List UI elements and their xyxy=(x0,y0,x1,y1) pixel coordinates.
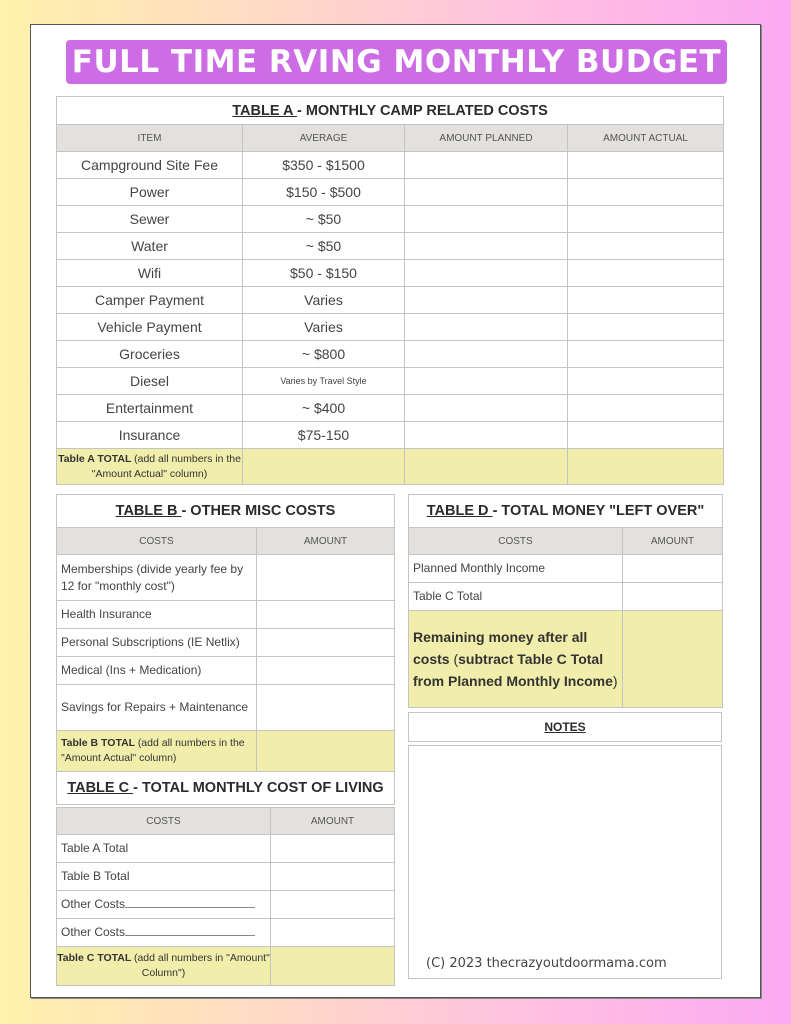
fill-in-line[interactable] xyxy=(125,897,255,908)
table-c-row xyxy=(57,891,395,919)
table-a-row xyxy=(57,341,724,368)
amount-cell[interactable] xyxy=(257,601,395,629)
item-name: Diesel xyxy=(57,368,243,395)
table-d-title: TABLE D - TOTAL MONEY "LEFT OVER" xyxy=(409,495,723,528)
amount-actual-cell[interactable] xyxy=(568,395,724,422)
cost-label: Memberships (divide yearly fee by 12 for "monthly cost") xyxy=(57,555,257,601)
table-a-total-label: Table A TOTAL (add all numbers in the "Amount Actual" column) xyxy=(57,449,243,485)
table-d xyxy=(408,494,723,708)
table-c xyxy=(56,807,395,986)
cost-label-text: Other Costs xyxy=(61,925,126,939)
cost-label-text: Table B Total xyxy=(61,869,130,883)
table-a-row xyxy=(57,206,724,233)
notes-title: NOTES xyxy=(409,713,722,742)
cost-label-text: Table A Total xyxy=(61,841,129,855)
table-d-row xyxy=(409,583,723,611)
item-average: ~ $50 xyxy=(243,206,405,233)
table-c-row xyxy=(57,863,395,891)
table-a-row xyxy=(57,152,724,179)
item-average: $50 - $150 xyxy=(243,260,405,287)
table-d-remaining-amount[interactable] xyxy=(623,611,723,708)
cost-label xyxy=(57,891,271,919)
table-a-title: TABLE A - MONTHLY CAMP RELATED COSTS xyxy=(57,97,724,125)
column-header-costs: COSTS xyxy=(57,808,271,835)
cost-label xyxy=(57,919,271,947)
table-b-row xyxy=(57,685,395,731)
column-header-amount: AMOUNT xyxy=(623,528,723,555)
item-name: Water xyxy=(57,233,243,260)
footer-copyright: (C) 2023 thecrazyoutdoormama.com xyxy=(426,956,667,971)
item-average: $350 - $1500 xyxy=(243,152,405,179)
amount-cell[interactable] xyxy=(623,583,723,611)
table-c-total-amount[interactable] xyxy=(271,947,395,986)
amount-actual-cell[interactable] xyxy=(568,152,724,179)
amount-planned-cell[interactable] xyxy=(405,179,568,206)
table-a-row xyxy=(57,179,724,206)
amount-planned-cell[interactable] xyxy=(405,341,568,368)
column-header-amount: AMOUNT xyxy=(271,808,395,835)
table-c-total-label: Table C TOTAL (add all numbers in "Amount" Column") xyxy=(57,947,271,986)
cost-label-text: Other Costs xyxy=(61,897,126,911)
table-c-row xyxy=(57,835,395,863)
table-a xyxy=(56,96,724,485)
column-header-average: AVERAGE xyxy=(243,125,405,152)
amount-planned-cell[interactable] xyxy=(405,395,568,422)
amount-actual-cell[interactable] xyxy=(568,314,724,341)
amount-actual-cell[interactable] xyxy=(568,368,724,395)
fill-in-line[interactable] xyxy=(125,925,255,936)
table-c-row xyxy=(57,919,395,947)
item-name: Sewer xyxy=(57,206,243,233)
cost-label xyxy=(57,835,271,863)
amount-cell[interactable] xyxy=(257,685,395,731)
cost-label xyxy=(57,863,271,891)
cost-label: Health Insurance xyxy=(57,601,257,629)
amount-actual-cell[interactable] xyxy=(568,341,724,368)
table-a-row xyxy=(57,314,724,341)
table-a-total-planned[interactable] xyxy=(405,449,568,485)
table-b-row xyxy=(57,629,395,657)
amount-cell[interactable] xyxy=(257,657,395,685)
amount-planned-cell[interactable] xyxy=(405,422,568,449)
amount-actual-cell[interactable] xyxy=(568,206,724,233)
table-b-total-label: Table B TOTAL (add all numbers in the "Amount Actual" column) xyxy=(57,731,257,772)
item-name: Campground Site Fee xyxy=(57,152,243,179)
amount-actual-cell[interactable] xyxy=(568,287,724,314)
item-name: Wifi xyxy=(57,260,243,287)
table-b-row xyxy=(57,555,395,601)
amount-planned-cell[interactable] xyxy=(405,287,568,314)
item-average: Varies xyxy=(243,314,405,341)
column-header-item: ITEM xyxy=(57,125,243,152)
table-a-row xyxy=(57,287,724,314)
table-a-row xyxy=(57,395,724,422)
column-header-amount: AMOUNT xyxy=(257,528,395,555)
item-average: $150 - $500 xyxy=(243,179,405,206)
amount-planned-cell[interactable] xyxy=(405,233,568,260)
page-title: FULL TIME RVING MONTHLY BUDGET xyxy=(66,40,727,84)
amount-actual-cell[interactable] xyxy=(568,233,724,260)
amount-cell[interactable] xyxy=(623,555,723,583)
table-a-row xyxy=(57,260,724,287)
column-header-amount-actual: AMOUNT ACTUAL xyxy=(568,125,724,152)
cost-label: Personal Subscriptions (IE Netlix) xyxy=(57,629,257,657)
amount-actual-cell[interactable] xyxy=(568,260,724,287)
table-a-row xyxy=(57,233,724,260)
table-b-row xyxy=(57,601,395,629)
column-header-costs: COSTS xyxy=(57,528,257,555)
amount-actual-cell[interactable] xyxy=(568,422,724,449)
cost-label: Savings for Repairs + Maintenance xyxy=(57,685,257,731)
column-header-costs: COSTS xyxy=(409,528,623,555)
amount-cell[interactable] xyxy=(271,863,395,891)
item-average: Varies by Travel Style xyxy=(243,368,405,395)
table-a-row xyxy=(57,422,724,449)
table-a-total-average xyxy=(243,449,405,485)
amount-planned-cell[interactable] xyxy=(405,152,568,179)
item-average: Varies xyxy=(243,287,405,314)
table-c-title: TABLE C - TOTAL MONTHLY COST OF LIVING xyxy=(57,772,395,805)
item-average: ~ $800 xyxy=(243,341,405,368)
notes-area[interactable] xyxy=(408,745,722,979)
item-average: $75-150 xyxy=(243,422,405,449)
table-d-row xyxy=(409,555,723,583)
table-b-row xyxy=(57,657,395,685)
amount-cell[interactable] xyxy=(257,629,395,657)
amount-planned-cell[interactable] xyxy=(405,314,568,341)
item-name: Entertainment xyxy=(57,395,243,422)
table-b xyxy=(56,494,395,805)
item-average: ~ $400 xyxy=(243,395,405,422)
item-name: Insurance xyxy=(57,422,243,449)
notes-header xyxy=(408,712,722,742)
amount-cell[interactable] xyxy=(257,555,395,601)
amount-planned-cell[interactable] xyxy=(405,206,568,233)
item-name: Groceries xyxy=(57,341,243,368)
table-d-remaining-label: Remaining money after all costs (subtract Table C Total from Planned Monthly Income) xyxy=(409,611,623,708)
amount-cell[interactable] xyxy=(271,835,395,863)
item-name: Power xyxy=(57,179,243,206)
column-header-amount-planned: AMOUNT PLANNED xyxy=(405,125,568,152)
cost-label: Table C Total xyxy=(409,583,623,611)
amount-planned-cell[interactable] xyxy=(405,260,568,287)
item-name: Camper Payment xyxy=(57,287,243,314)
item-average: ~ $50 xyxy=(243,233,405,260)
amount-planned-cell[interactable] xyxy=(405,368,568,395)
cost-label: Medical (Ins + Medication) xyxy=(57,657,257,685)
cost-label: Planned Monthly Income xyxy=(409,555,623,583)
table-b-total-amount[interactable] xyxy=(257,731,395,772)
amount-cell[interactable] xyxy=(271,891,395,919)
table-b-title: TABLE B - OTHER MISC COSTS xyxy=(57,495,395,528)
table-a-row xyxy=(57,368,724,395)
amount-cell[interactable] xyxy=(271,919,395,947)
amount-actual-cell[interactable] xyxy=(568,179,724,206)
item-name: Vehicle Payment xyxy=(57,314,243,341)
table-a-total-actual[interactable] xyxy=(568,449,724,485)
